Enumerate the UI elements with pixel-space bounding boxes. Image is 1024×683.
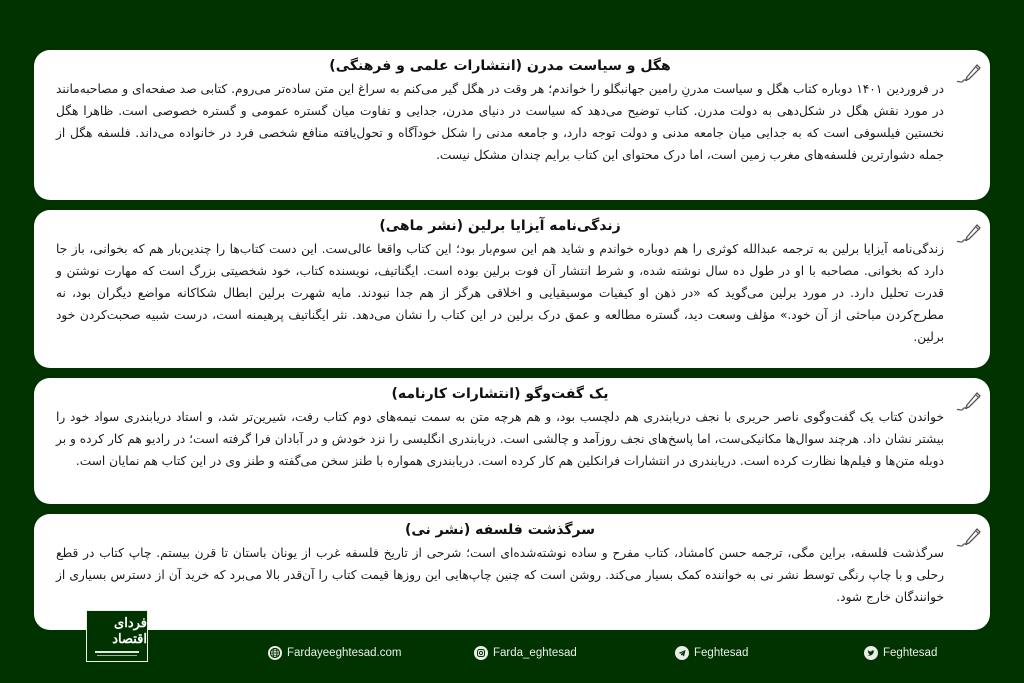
- brand-logo: [86, 610, 148, 662]
- logo-divider: [95, 651, 139, 653]
- footer-instagram-label: Farda_eghtesad: [493, 647, 577, 659]
- card-title: سرگذشت فلسفه (نشر نی): [404, 522, 596, 538]
- twitter-icon: [864, 646, 878, 660]
- footer-twitter-label: Feghtesad: [883, 647, 938, 659]
- card-body: در فروردین ۱۴۰۱ دوباره کتاب هگل و سیاست مدرنِ رامین جهانبگلو را خواندم؛ هر وقت در هگل گیر می‌کنم به سراغ این متن ساده‌تر می‌روم. کتابی صد صفحه‌ای و مصاحبه‌مانند در مورد نقش هگل در شکل‌دهی به دولت مدرن. کتاب توضیح می‌دهد که سیاست در دنیای مدرن، جدایی و تفاوت میان گستره عمومی و گستره خصوصی است. ظاهرا هگل نخستین فیلسوفی است که به جدایی میان جامعه مدنی و دولت توجه دارد، و جامعه مدنی را شکل خودآگاه و تحول‌یافته منافع شخصی فرد در خانواده می‌داند. فلسفه هگل از جمله دشوارترین فلسفه‌های مغرب زمین است، اما درک محتوای این کتاب برایم چندان مشکل نیست.: [56, 82, 944, 162]
- footer-telegram-link[interactable]: [675, 646, 748, 660]
- pen-signature-icon: [956, 526, 982, 552]
- pen-signature-icon: [956, 62, 982, 88]
- book-review-card: [34, 210, 990, 368]
- pen-signature-icon: [956, 222, 982, 248]
- book-review-card: [34, 514, 990, 630]
- card-body: سرگذشت فلسفه، براین مگی، ترجمه حسن کامشاد، کتاب مفرح و ساده نوشته‌شده‌ای است؛ شرحی از تاریخ فلسفه غرب از یونان باستان تا قرن بیستم. چاپ کتاب در قطع رحلی و با چاپ رنگی توسط نشر نی به خواننده کمک بسیار می‌کند. روشن است که چنین چاپ‌هایی این روزها قیمت کتاب را آن‌قدر بالا می‌برد که خرید آن از دسترس بسیاری از خوانندگان خارج شود.: [56, 546, 944, 604]
- card-title: هگل و سیاست مدرن (انتشارات علمی و فرهنگی): [329, 58, 671, 74]
- footer-twitter-link[interactable]: [864, 646, 937, 660]
- telegram-icon: [675, 646, 689, 660]
- card-title: زندگی‌نامه آیزایا برلین (نشر ماهی): [379, 218, 621, 234]
- pen-signature-icon: [956, 390, 982, 416]
- footer-website-label: Fardayeeghtesad.com: [287, 647, 402, 659]
- card-title: یک گفت‌وگو (انتشارات کارنامه): [391, 386, 609, 402]
- footer-telegram-label: Feghtesad: [694, 647, 749, 659]
- footer-instagram-link[interactable]: [474, 646, 577, 660]
- globe-icon: [268, 646, 282, 660]
- instagram-icon: [474, 646, 488, 660]
- card-body: زندگی‌نامه آیزایا برلین به ترجمه عبدالله کوثری را هم دوباره خواندم و شاید هم این سوم‌بار بود؛ این کتاب واقعا عالی‌ست. این دست کتاب‌ها را چندین‌بار هم که بخوانی، باز جا دارد که بخوانی. مصاحبه با او در طول ده سال نوشته شده، و شرط انتشار آن فوت برلین بوده است. ایگناتیف، نویسنده کتاب، خود شخصیتی بزرگ است که مهارت نوشتن و قدرت تحلیل دارد. در مورد برلین می‌گوید که «در ذهن او کیفیات موسیقیایی و اخلاقی هرگز از هم جدا نبودند. مایه شهرت برلین ابطال شکاکانه مواضع دیگران بود، نه مطرح‌کردن مباحثی از آن خود.» مؤلف وسعت دید، گستره مطالعه و عمق درک برلین در این کتاب را نشان می‌دهد. نثر ایگناتیف پرهیمنه است، درست شبیه صحبت‌کردن خود برلین.: [56, 242, 944, 344]
- logo-tagline-bar: [97, 655, 137, 656]
- footer-website-link[interactable]: [268, 646, 401, 660]
- book-review-card: [34, 50, 990, 200]
- book-review-card: [34, 378, 990, 504]
- logo-text: فردای اقتصاد: [112, 616, 147, 647]
- card-body: خواندن کتاب یک گفت‌وگوی ناصر حریری با نجف دریابندری هم دلچسب بود، و هم هرچه متن به سمت نیمه‌های دوم کتاب رفت، شیرین‌تر شد، و استاد دریابندری سواد خود را بیشتر نشان داد. هرچند سوال‌ها مکانیکی‌ست، اما پاسخ‌های نجف روزآمد و چالشی است. دریابندری انگلیسی را نزد خودش و در آبادان فرا گرفته است؛ در رادیو هم کار کرده و بر دوبله متن‌ها و فیلم‌ها نظارت کرده است. دریابندری در انتشارات فرانکلین هم کار کرده است. دریابندری همواره با طنز سخن می‌گفته و طنز وی در این کتاب هم نمایان است.: [56, 410, 944, 468]
